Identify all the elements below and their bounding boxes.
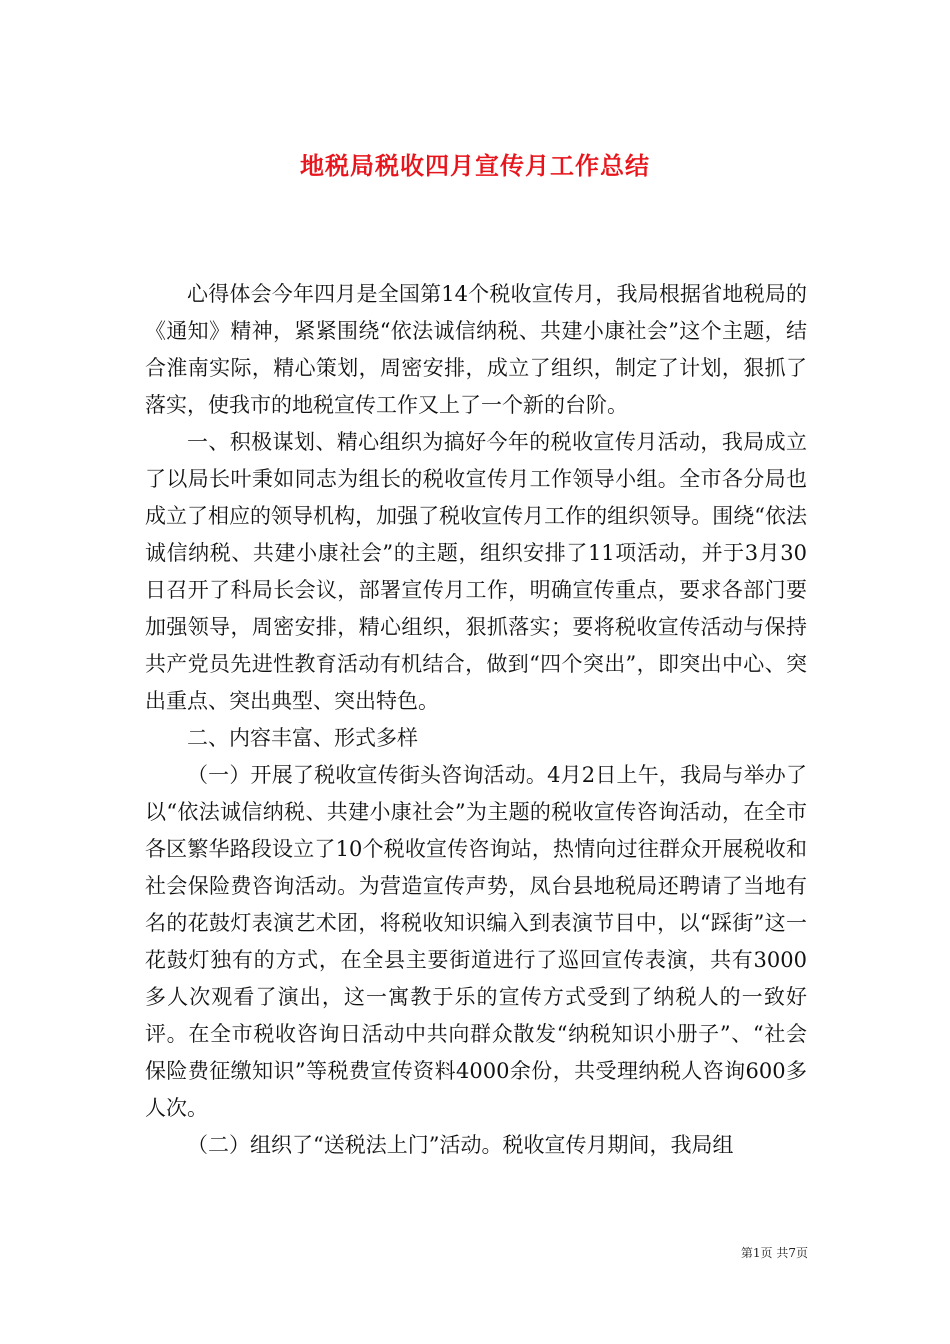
paragraph-section-1: 一、积极谋划、精心组织为搞好今年的税收宣传月活动，我局成立了以局长叶秉如同志为组长的税收宣传月工作领导小组。全市各分局也成立了相应的领导机构，加强了税收宣传月工作的组织领导。围绕“依法诚信纳税、共建小康社会”的主题，组织安排了11项活动，并于3月30日召开了科局长会议，部署宣传月工作，明确宣传重点，要求各部门要加强领导，周密安排，精心组织，狠抓落实；要将税收宣传活动与保持共产党员先进性教育活动有机结合，做到“四个突出”，即突出中心、突出重点、突出典型、突出特色。 <box>145 430 807 713</box>
document-title: 地税局税收四月宣传月工作总结 <box>300 151 650 181</box>
document-body <box>145 276 807 1164</box>
paragraph-subsection-2: （二）组织了“送税法上门”活动。税收宣传月期间，我局组 <box>187 1133 734 1157</box>
paragraph-section-2-heading: 二、内容丰富、形式多样 <box>187 726 418 750</box>
page-number-footer: 第1页 共7页 <box>740 1246 808 1260</box>
paragraph-intro: 心得体会今年四月是全国第14个税收宣传月，我局根据省地税局的《通知》精神，紧紧围绕“依法诚信纳税、共建小康社会”这个主题，结合淮南实际，精心策划，周密安排，成立了组织，制定了计划，狠抓了落实，使我市的地税宣传工作又上了一个新的台阶。 <box>145 282 807 417</box>
paragraph-subsection-1: （一）开展了税收宣传街头咨询活动。4月2日上午，我局与举办了以“依法诚信纳税、共建小康社会”为主题的税收宣传咨询活动，在全市各区繁华路段设立了10个税收宣传咨询站，热情向过往群众开展税收和社会保险费咨询活动。为营造宣传声势，凤台县地税局还聘请了当地有名的花鼓灯表演艺术团，将税收知识编入到表演节目中，以“踩街”这一花鼓灯独有的方式，在全县主要街道进行了巡回宣传表演，共有3000多人次观看了演出，这一寓教于乐的宣传方式受到了纳税人的一致好评。在全市税收咨询日活动中共向群众散发“纳税知识小册子”、“社会保险费征缴知识”等税费宣传资料4000余份，共受理纳税人咨询600多人次。 <box>145 763 807 1120</box>
